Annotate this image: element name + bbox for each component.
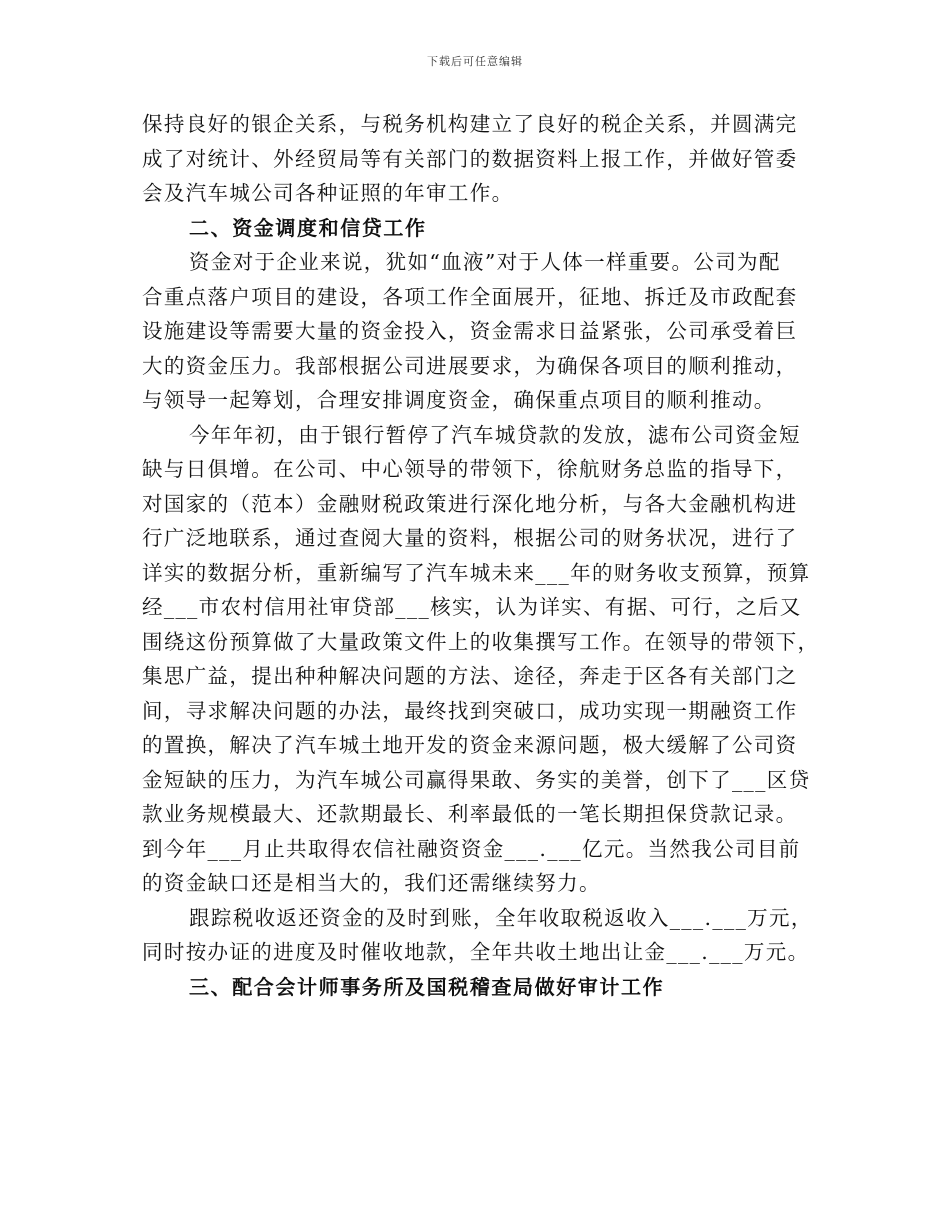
paragraph-line: 到今年___月止共取得农信社融资资金___.___亿元。当然我公司目前 — [142, 836, 801, 861]
paragraph-line: 金短缺的压力，为汽车城公司赢得果敢、务实的美誉，创下了___区贷 — [142, 767, 811, 792]
paragraph-line: 与领导一起筹划，合理安排调度资金，确保重点项目的顺利推动。 — [142, 388, 776, 412]
paragraph-line: 会及汽车城公司各种证照的年审工作。 — [142, 181, 514, 205]
paragraph-line: 合重点落户项目的建设，各项工作全面展开，征地、拆迁及市政配套 — [142, 284, 798, 309]
paragraph-line: 款业务规模最大、还款期最长、利率最低的一笔长期担保贷款记录。 — [142, 802, 798, 826]
paragraph-line: 经___市农村信用社审贷部___核实，认为详实、有据、可行，之后又 — [142, 595, 802, 619]
paragraph-line: 间，寻求解决问题的办法，最终找到突破口，成功实现一期融资工作 — [142, 698, 798, 723]
paragraph-line: 缺与日俱增。在公司、中心领导的带领下，徐航财务总监的指导下， — [142, 457, 798, 481]
paragraph-line: 同时按办证的进度及时催收地款，全年共收土地出让金___.___万元。 — [142, 940, 810, 964]
paragraph-line: 的资金缺口还是相当大的，我们还需继续努力。 — [142, 871, 601, 895]
paragraph-line: 保持良好的银企关系，与税务机构建立了良好的税企关系，并圆满完 — [142, 112, 798, 136]
paragraph-line: 详实的数据分析，重新编写了汽车城未来___年的财务收支预算，预算 — [142, 560, 811, 585]
document-body — [142, 107, 822, 1004]
paragraph-line: 对国家的（范本）金融财税政策进行深化地分析，与各大金融机构进 — [142, 491, 798, 516]
paragraph-line: 跟踪税收返还资金的及时到账，全年收取税返收入___.___万元， — [189, 905, 813, 930]
paragraph-line: 设施建设等需要大量的资金投入，资金需求日益紧张，公司承受着巨 — [142, 319, 798, 343]
paragraph-line: 集思广益，提出种种解决问题的方法、途径，奔走于区各有关部门之 — [142, 664, 798, 688]
paragraph-line: 大的资金压力。我部根据公司进展要求，为确保各项目的顺利推动， — [142, 353, 798, 378]
page-header: 下载后可任意编辑 — [427, 55, 523, 68]
paragraph-line: 的置换，解决了汽车城土地开发的资金来源问题，极大缓解了公司资 — [142, 733, 798, 757]
paragraph-line: 今年年初，由于银行暂停了汽车城贷款的发放，滤布公司资金短 — [189, 422, 801, 447]
section-heading: 二、资金调度和信贷工作 — [189, 215, 427, 240]
paragraph-line: 围绕这份预算做了大量政策文件上的收集撰写工作。在领导的带领下， — [142, 629, 820, 654]
paragraph-line: 资金对于企业来说，犹如“血液”对于人体一样重要。公司为配 — [189, 250, 781, 274]
paragraph-line: 行广泛地联系，通过查阅大量的资料，根据公司的财务状况，进行了 — [142, 526, 798, 550]
section-heading: 三、配合会计师事务所及国税稽查局做好审计工作 — [189, 974, 665, 999]
paragraph-line: 成了对统计、外经贸局等有关部门的数据资料上报工作，并做好管委 — [142, 146, 798, 171]
